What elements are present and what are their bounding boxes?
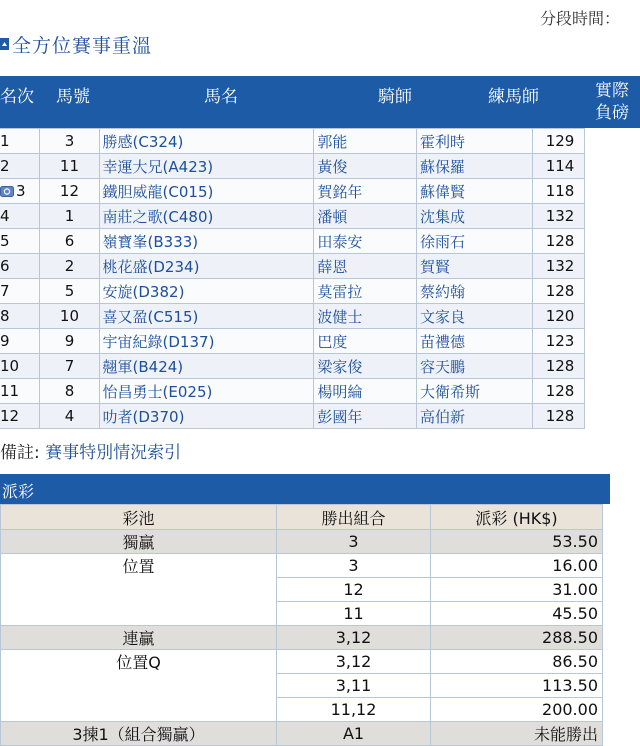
video-replay-icon[interactable] — [0, 186, 14, 197]
place-cell-text: 6 — [0, 257, 10, 275]
col-horse-no: 馬號 — [56, 87, 90, 107]
jockey-link[interactable] — [314, 354, 417, 379]
trainer-link[interactable] — [416, 154, 532, 179]
winning-combination-cell: 3 — [277, 554, 431, 578]
jockey-link-text: 楊明綸 — [317, 382, 363, 401]
row-gap — [585, 379, 636, 404]
row-gap — [585, 129, 636, 154]
pool-cell: 3揀1（組合獨贏） — [1, 722, 277, 746]
horse-no-cell — [40, 329, 99, 354]
remark-label: 備註: — [0, 443, 40, 463]
result-row — [0, 154, 636, 179]
weight-cell — [532, 229, 585, 254]
remark-row — [0, 438, 181, 463]
weight-cell-text: 132 — [545, 257, 575, 275]
jockey-link-text: 田泰安 — [317, 232, 363, 251]
horse-name-link-text: 安旋(D382) — [102, 282, 185, 301]
horse-no-cell — [40, 254, 99, 279]
dividend-cell: 45.50 — [431, 602, 603, 626]
dividend-cell: 16.00 — [431, 554, 603, 578]
horse-no-cell-text: 2 — [64, 257, 75, 275]
weight-cell — [532, 179, 585, 204]
horse-name-link[interactable] — [99, 404, 314, 429]
horse-name-link[interactable] — [99, 154, 314, 179]
weight-cell — [532, 354, 585, 379]
weight-cell — [532, 129, 585, 154]
horse-no-cell-text: 9 — [64, 332, 75, 350]
place-cell — [0, 304, 40, 329]
jockey-link[interactable] — [314, 229, 417, 254]
result-row — [0, 404, 636, 429]
horse-no-cell-text: 7 — [64, 357, 75, 375]
jockey-link[interactable] — [314, 179, 417, 204]
jockey-link-text: 梁家俊 — [317, 357, 363, 376]
col-place: 名次 — [0, 87, 34, 107]
horse-name-link-text: 嶺寶峯(B333) — [102, 232, 199, 251]
trainer-link-text: 文家良 — [419, 307, 465, 326]
jockey-link-text: 潘頓 — [317, 207, 348, 226]
trainer-link-text: 霍利時 — [419, 132, 465, 151]
weight-cell-text: 120 — [545, 307, 575, 325]
dividend-title: 派彩 — [2, 482, 35, 501]
horse-name-link[interactable] — [99, 179, 314, 204]
place-cell — [0, 329, 40, 354]
result-row — [0, 204, 636, 229]
pool-cell: 位置Q — [1, 650, 277, 722]
weight-cell-text: 128 — [545, 382, 575, 400]
place-cell-text: 5 — [0, 232, 10, 250]
trainer-link[interactable] — [416, 229, 532, 254]
place-cell-text: 10 — [0, 357, 20, 375]
horse-name-link-text: 叻者(D370) — [102, 407, 185, 426]
jockey-link[interactable] — [314, 279, 417, 304]
weight-cell — [532, 279, 585, 304]
special-incidents-link[interactable]: 賽事特別情況索引 — [45, 443, 182, 463]
dividend-cell: 113.50 — [431, 674, 603, 698]
horse-name-link[interactable] — [99, 279, 314, 304]
trainer-link[interactable] — [416, 204, 532, 229]
trainer-link[interactable] — [416, 404, 532, 429]
place-cell — [0, 279, 40, 304]
horse-name-link-text: 勝感(C324) — [102, 132, 184, 151]
jockey-link-text: 薛恩 — [317, 257, 348, 276]
jockey-link-text: 波健士 — [317, 307, 363, 326]
weight-cell-text: 114 — [545, 157, 575, 175]
dividend-cell: 288.50 — [431, 626, 603, 650]
horse-no-cell — [40, 279, 99, 304]
place-cell-text: 4 — [0, 207, 10, 225]
place-cell-text: 11 — [0, 382, 20, 400]
result-row — [0, 329, 636, 354]
horse-name-link-text: 幸運大兄(A423) — [102, 157, 214, 176]
trainer-link[interactable] — [416, 379, 532, 404]
horse-name-link[interactable] — [99, 379, 314, 404]
winning-combination-cell: 12 — [277, 578, 431, 602]
results-header — [0, 76, 640, 128]
trainer-link-text: 蘇偉賢 — [419, 182, 465, 201]
row-gap — [585, 279, 636, 304]
trainer-link-text: 賀賢 — [419, 257, 450, 276]
place-cell-text: 3 — [16, 182, 26, 200]
weight-cell-text: 128 — [545, 357, 575, 375]
result-row — [0, 279, 636, 304]
jockey-link[interactable] — [314, 254, 417, 279]
horse-no-cell-text: 3 — [64, 132, 75, 150]
place-cell-text: 9 — [0, 332, 10, 350]
winning-combination-cell: 3,12 — [277, 626, 431, 650]
winning-combination-cell: A1 — [277, 722, 431, 746]
result-row — [0, 254, 636, 279]
replay-arrow-icon — [0, 38, 9, 50]
col-pool: 彩池 — [1, 505, 277, 530]
horse-name-link-text: 南莊之歌(C480) — [102, 207, 214, 226]
jockey-link-text: 巴度 — [317, 332, 348, 351]
trainer-link[interactable] — [416, 354, 532, 379]
weight-cell-text: 129 — [545, 132, 575, 150]
horse-no-cell-text: 10 — [59, 307, 79, 325]
trainer-link-text: 蔡約翰 — [419, 282, 465, 301]
horse-name-link-text: 鐵胆威龍(C015) — [102, 182, 214, 201]
horse-no-cell — [40, 154, 99, 179]
place-cell — [0, 254, 40, 279]
col-weight: 實際 負磅 — [595, 81, 629, 123]
dividend-cell: 86.50 — [431, 650, 603, 674]
horse-name-link[interactable] — [99, 129, 314, 154]
horse-name-link[interactable] — [99, 354, 314, 379]
weight-cell — [532, 379, 585, 404]
dividend-row — [1, 554, 603, 578]
horse-name-link-text: 怡昌勇士(E025) — [102, 382, 213, 401]
place-cell-text: 7 — [0, 282, 10, 300]
weight-cell-text: 128 — [545, 407, 575, 425]
weight-cell — [532, 154, 585, 179]
row-gap — [585, 179, 636, 204]
place-cell — [0, 229, 40, 254]
winning-combination-cell: 11,12 — [277, 698, 431, 722]
trainer-link-text: 容天鵬 — [419, 357, 465, 376]
horse-no-cell-text: 4 — [64, 407, 75, 425]
trainer-link-text: 蘇保羅 — [419, 157, 465, 176]
segment-time-label: 分段時間： — [539, 9, 620, 28]
horse-no-cell-text: 1 — [64, 207, 75, 225]
race-title: 全方位賽事重溫 — [12, 34, 153, 57]
dividend-row — [1, 626, 603, 650]
jockey-link[interactable] — [314, 379, 417, 404]
winning-combination-cell: 3,11 — [277, 674, 431, 698]
place-cell — [0, 404, 40, 429]
col-dividend: 派彩 (HK$) — [431, 505, 603, 530]
trainer-link[interactable] — [416, 279, 532, 304]
horse-no-cell-text: 12 — [59, 182, 79, 200]
horse-no-cell — [40, 229, 99, 254]
horse-no-cell — [40, 204, 99, 229]
place-cell — [0, 379, 40, 404]
horse-no-cell-text: 5 — [64, 282, 75, 300]
jockey-link[interactable] — [314, 154, 417, 179]
dividend-cell: 200.00 — [431, 698, 603, 722]
weight-cell-text: 128 — [545, 232, 575, 250]
trainer-link[interactable] — [416, 179, 532, 204]
horse-name-link[interactable] — [99, 304, 314, 329]
jockey-link[interactable] — [314, 204, 417, 229]
trainer-link-text: 苗禮德 — [419, 332, 465, 351]
weight-cell — [532, 404, 585, 429]
jockey-link[interactable] — [314, 304, 417, 329]
result-row — [0, 304, 636, 329]
place-cell — [0, 129, 40, 154]
trainer-link[interactable] — [416, 304, 532, 329]
jockey-link-text: 莫雷拉 — [317, 282, 363, 301]
jockey-link-text: 彭國年 — [317, 407, 363, 426]
col-winning-combination: 勝出組合 — [277, 505, 431, 530]
place-cell — [0, 204, 40, 229]
row-gap — [585, 154, 636, 179]
horse-name-link-text: 桃花盛(D234) — [102, 257, 200, 276]
trainer-link[interactable] — [416, 254, 532, 279]
trainer-link-text: 大衛希斯 — [419, 382, 480, 401]
place-cell — [0, 179, 40, 204]
weight-cell — [532, 204, 585, 229]
place-cell-text: 8 — [0, 307, 10, 325]
horse-name-link[interactable] — [99, 204, 314, 229]
jockey-link[interactable] — [314, 129, 417, 154]
pool-cell: 獨贏 — [1, 530, 277, 554]
result-row — [0, 179, 636, 204]
horse-name-link[interactable] — [99, 254, 314, 279]
weight-cell-text: 132 — [545, 207, 575, 225]
jockey-link-text: 郭能 — [317, 132, 348, 151]
dividend-cell: 未能勝出 — [431, 722, 603, 746]
dividend-cell: 53.50 — [431, 530, 603, 554]
horse-no-cell-text: 11 — [59, 157, 79, 175]
weight-cell-text: 128 — [545, 282, 575, 300]
horse-name-link-text: 宇宙紀錄(D137) — [102, 332, 215, 351]
jockey-link-text: 黃俊 — [317, 157, 348, 176]
trainer-link-text: 高伯新 — [419, 407, 465, 426]
result-row — [0, 354, 636, 379]
place-cell-text: 2 — [0, 157, 10, 175]
horse-name-link[interactable] — [99, 229, 314, 254]
col-jockey: 騎師 — [378, 87, 412, 107]
jockey-link[interactable] — [314, 404, 417, 429]
weight-cell-text: 123 — [545, 332, 575, 350]
trainer-link[interactable] — [416, 129, 532, 154]
horse-name-link[interactable] — [99, 329, 314, 354]
place-cell-text: 12 — [0, 407, 20, 425]
row-gap — [585, 254, 636, 279]
horse-name-link-text: 翹軍(B424) — [102, 357, 184, 376]
weight-cell — [532, 329, 585, 354]
winning-combination-cell: 3 — [277, 530, 431, 554]
dividend-row — [1, 650, 603, 674]
pool-cell: 連贏 — [1, 626, 277, 650]
dividend-row — [1, 530, 603, 554]
horse-no-cell — [40, 179, 99, 204]
trainer-link-text: 沈集成 — [419, 207, 465, 226]
weight-cell — [532, 254, 585, 279]
jockey-link-text: 賀銘年 — [317, 182, 363, 201]
dividend-table — [0, 504, 603, 746]
horse-no-cell — [40, 129, 99, 154]
race-title-row — [0, 30, 152, 58]
row-gap — [585, 204, 636, 229]
winning-combination-cell: 11 — [277, 602, 431, 626]
horse-no-cell — [40, 304, 99, 329]
row-gap — [585, 329, 636, 354]
weight-cell — [532, 304, 585, 329]
trainer-link[interactable] — [416, 329, 532, 354]
row-gap — [585, 404, 636, 429]
result-row — [0, 229, 636, 254]
dividend-column-row — [1, 505, 603, 530]
results-table — [0, 128, 636, 429]
col-trainer: 練馬師 — [488, 87, 539, 107]
place-cell — [0, 154, 40, 179]
row-gap — [585, 229, 636, 254]
horse-no-cell — [40, 379, 99, 404]
horse-no-cell-text: 8 — [64, 382, 75, 400]
result-row — [0, 129, 636, 154]
result-row — [0, 379, 636, 404]
pool-cell: 位置 — [1, 554, 277, 626]
horse-no-cell-text: 6 — [64, 232, 75, 250]
trainer-link-text: 徐雨石 — [419, 232, 465, 251]
jockey-link[interactable] — [314, 329, 417, 354]
dividend-cell: 31.00 — [431, 578, 603, 602]
weight-cell-text: 118 — [545, 182, 575, 200]
place-cell-text: 1 — [0, 132, 10, 150]
winning-combination-cell: 3,12 — [277, 650, 431, 674]
dividend-header — [0, 474, 610, 504]
place-cell — [0, 354, 40, 379]
horse-no-cell — [40, 404, 99, 429]
row-gap — [585, 354, 636, 379]
row-gap — [585, 304, 636, 329]
horse-no-cell — [40, 354, 99, 379]
col-horse-name: 馬名 — [204, 87, 238, 107]
horse-name-link-text: 喜又盈(C515) — [102, 307, 199, 326]
